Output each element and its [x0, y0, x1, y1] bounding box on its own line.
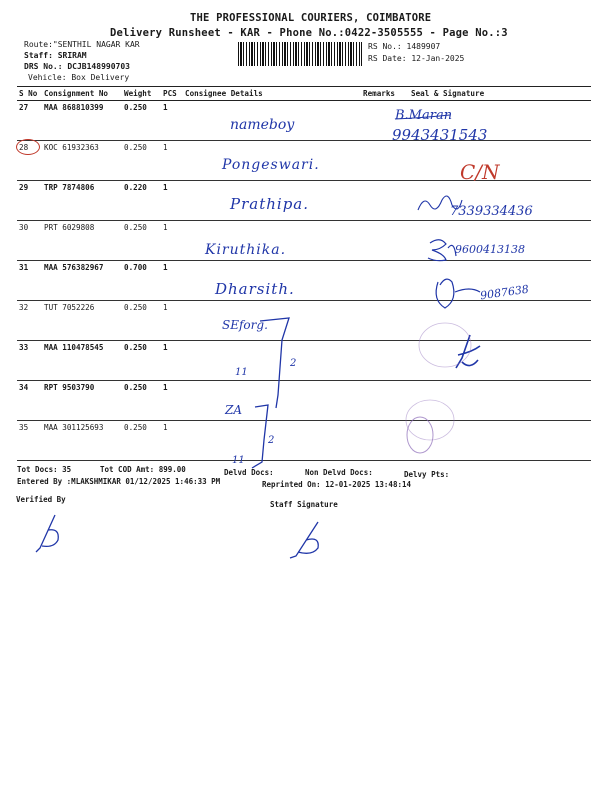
row-weight: 0.700 — [124, 263, 147, 272]
signature-underline — [395, 115, 450, 119]
row-consignment: MAA 868810399 — [44, 103, 104, 112]
handwritten-signature: B.Maran — [395, 108, 453, 123]
col-remarks: Remarks — [363, 89, 396, 98]
company-title: THE PROFESSIONAL COURIERS, COIMBATORE — [190, 12, 432, 24]
route-label: Route:"SENTHIL NAGAR KAR — [24, 40, 140, 49]
row-pcs: 1 — [163, 183, 168, 192]
stamp-mark — [407, 417, 433, 453]
row-sno: 34 — [19, 383, 29, 392]
row-sno: 33 — [19, 343, 29, 352]
row-sno: 29 — [19, 183, 29, 192]
handwritten-name: Kiruthika. — [205, 242, 287, 258]
row-pcs: 1 — [163, 343, 168, 352]
row-pcs: 1 — [163, 383, 168, 392]
col-seal: Seal & Signature — [411, 89, 485, 98]
handwritten-phone: 9943431543 — [392, 126, 488, 144]
signature-scribble — [418, 196, 462, 210]
verified-by-label: Verified By — [16, 495, 66, 504]
row-sno: 27 — [19, 103, 29, 112]
handwritten-mark: C/N — [460, 160, 500, 184]
handwritten-name: Prathipa. — [230, 195, 310, 213]
total-docs: Tot Docs: 35 — [17, 465, 72, 474]
row-consignment: MAA 301125693 — [44, 423, 104, 432]
row-consignment: PRT 6029808 — [44, 223, 95, 232]
row-consignment: TUT 7052226 — [44, 303, 95, 312]
handwritten-mark: 11 — [235, 367, 248, 378]
row-consignment: MAA 110478545 — [44, 343, 104, 352]
row-pcs: 1 — [163, 263, 168, 272]
non-delivered-docs: Non Delvd Docs: — [305, 468, 373, 477]
row-sno: 28 — [19, 143, 29, 152]
handwritten-phone: 7339334436 — [450, 204, 533, 219]
handwritten-mark: 2 — [290, 358, 297, 369]
verified-signature — [36, 515, 58, 552]
row-weight: 0.250 — [124, 343, 147, 352]
row-pcs: 1 — [163, 423, 168, 432]
row-sno: 30 — [19, 223, 29, 232]
row-consignment: MAA 576382967 — [44, 263, 104, 272]
entered-by: Entered By :MLAKSHMIKAR 01/12/2025 1:46:33 PM — [17, 477, 221, 486]
brace-mark — [252, 405, 268, 468]
row-sno: 32 — [19, 303, 29, 312]
row-consignment: TRP 7874806 — [44, 183, 95, 192]
handwritten-name: nameboy — [230, 117, 295, 133]
total-cod: Tot COD Amt: 899.00 — [100, 465, 186, 474]
row-weight: 0.250 — [124, 143, 147, 152]
handwritten-mark: 2 — [268, 435, 275, 446]
row-weight: 0.250 — [124, 223, 147, 232]
col-consignee: Consignee Details — [185, 89, 263, 98]
staff-label: Staff: SRIRAM — [24, 51, 87, 60]
row-weight: 0.250 — [124, 303, 147, 312]
row-consignment: RPT 9503790 — [44, 383, 95, 392]
handwritten-name: Pongeswari. — [222, 157, 320, 173]
runsheet-title: Delivery Runsheet - KAR - Phone No.:0422-3505555 - Page No.:3 — [110, 27, 508, 39]
col-pcs: PCS — [163, 89, 177, 98]
row-pcs: 1 — [163, 143, 168, 152]
stamp-mark — [419, 323, 471, 367]
signature-initials — [428, 240, 456, 261]
handwritten-name: ZA — [225, 403, 243, 417]
staff-signature-mark — [290, 522, 318, 558]
row-weight: 0.250 — [124, 103, 147, 112]
drs-label: DRS No.: DCJB148990703 — [24, 62, 130, 71]
col-weight: Weight — [124, 89, 152, 98]
handwritten-mark: 11 — [232, 455, 245, 466]
handwritten-phone: 9087638 — [479, 282, 530, 303]
handwritten-name: Dharsith. — [215, 280, 295, 298]
row-weight: 0.220 — [124, 183, 147, 192]
row-weight: 0.250 — [124, 383, 147, 392]
vehicle-label: Vehicle: Box Delivery — [28, 73, 130, 82]
brace-mark — [260, 318, 289, 408]
row-pcs: 1 — [163, 223, 168, 232]
reprinted-on: Reprinted On: 12-01-2025 13:48:14 — [262, 480, 412, 489]
rs-number: RS No.: 1489907 — [368, 42, 441, 51]
handwritten-phone: 9600413138 — [455, 243, 525, 256]
row-pcs: 1 — [163, 103, 168, 112]
row-sno: 31 — [19, 263, 29, 272]
staff-signature-label: Staff Signature — [270, 500, 338, 509]
delivered-docs: Delvd Docs: — [224, 468, 274, 477]
row-sno: 35 — [19, 423, 29, 432]
delivery-points: Delvy Pts: — [404, 470, 450, 479]
row-weight: 0.250 — [124, 423, 147, 432]
col-consignment: Consignment No — [44, 89, 109, 98]
row-pcs: 1 — [163, 303, 168, 312]
handwritten-name: SEforg. — [222, 318, 268, 332]
signature-scribble — [436, 279, 480, 308]
col-sno: S No — [19, 89, 38, 98]
rs-date: RS Date: 12-Jan-2025 — [368, 54, 465, 63]
row-consignment: KOC 61932363 — [44, 143, 99, 152]
